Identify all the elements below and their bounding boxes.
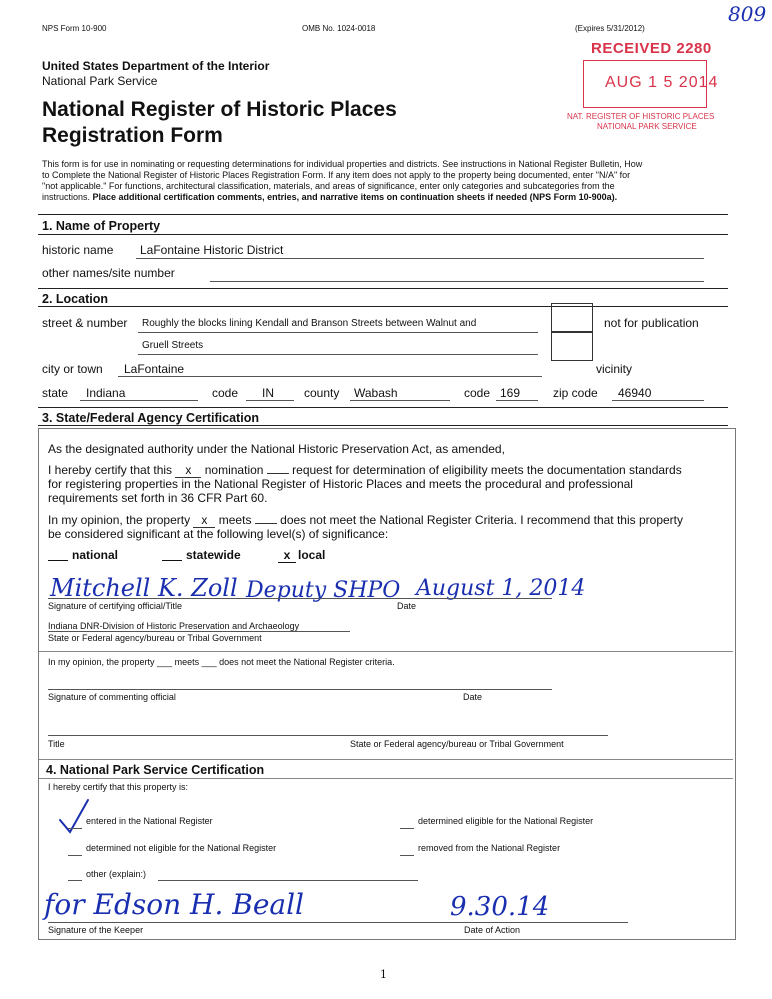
street-value-line2[interactable]: Gruell Streets bbox=[142, 340, 204, 351]
certifying-title-handwriting: Deputy SHPO bbox=[246, 578, 401, 603]
removed-mark[interactable] bbox=[400, 855, 414, 856]
keeper-signature: for Edson H. Beall bbox=[44, 888, 304, 921]
intro-line3: "not applicable." For functions, architectural classification, materials, and areas of significance, enter only categories and subcategories from the bbox=[42, 181, 615, 191]
zip-label: zip code bbox=[553, 386, 598, 400]
field-underline bbox=[138, 332, 538, 333]
signature-line bbox=[48, 598, 552, 599]
field-underline bbox=[48, 631, 350, 632]
opinion-line1 bbox=[48, 513, 683, 528]
street-label: street & number bbox=[42, 316, 128, 330]
intro-line4-bold: Place additional certification comments, entries, and narrative items on continuation sheets if needed (NPS Form 10-900a). bbox=[92, 192, 618, 202]
not-for-publication-label: not for publication bbox=[604, 316, 699, 330]
intro-line4-normal: instructions. bbox=[42, 192, 93, 202]
request-mark[interactable] bbox=[267, 473, 289, 474]
signature-line bbox=[48, 689, 552, 690]
county-value[interactable]: Wabash bbox=[354, 386, 398, 400]
page-title: National Register of Historic Places bbox=[42, 98, 397, 121]
state-code-value[interactable]: IN bbox=[262, 386, 274, 400]
state-value[interactable]: Indiana bbox=[86, 386, 126, 400]
street-value-line1[interactable]: Roughly the blocks lining Kendall and Branson Streets between Walnut and bbox=[142, 318, 477, 329]
certify-line1 bbox=[48, 463, 682, 478]
other-names-label: other names/site number bbox=[42, 266, 175, 280]
field-underline bbox=[612, 400, 704, 401]
county-label: county bbox=[304, 386, 340, 400]
page-subtitle: Registration Form bbox=[42, 124, 223, 147]
comment-agency-label: State or Federal agency/bureau or Tribal Government bbox=[350, 739, 564, 749]
action-date-handwriting: 9.30.14 bbox=[450, 892, 550, 922]
comment-date-label: Date bbox=[463, 692, 483, 702]
opinion-text-b: meets bbox=[218, 513, 252, 527]
signature-date-label: Date bbox=[397, 601, 417, 611]
stamp-line1: NAT. REGISTER OF HISTORIC PLACES bbox=[567, 112, 715, 121]
handwritten-number: 809 bbox=[728, 2, 767, 26]
divider bbox=[38, 214, 728, 215]
divider bbox=[38, 425, 728, 426]
vicinity-label: vicinity bbox=[596, 362, 633, 376]
divider bbox=[38, 288, 728, 289]
divider bbox=[39, 759, 733, 760]
field-underline bbox=[136, 258, 704, 259]
divider bbox=[38, 306, 728, 307]
field-underline bbox=[138, 354, 538, 355]
local-mark[interactable]: x bbox=[278, 548, 296, 563]
entered-mark[interactable] bbox=[68, 828, 82, 829]
entered-label: entered in the National Register bbox=[86, 816, 213, 826]
keeper-signature-label: Signature of the Keeper bbox=[48, 925, 144, 935]
intro-line1: This form is for use in nominating or requesting determinations for individual properties and districts. See instructions in National Register Bulletin, How bbox=[42, 159, 643, 169]
section3-title: 3. State/Federal Agency Certification bbox=[42, 411, 259, 425]
level-local: local bbox=[298, 548, 326, 562]
opinion-text-c: does not meet the National Register Criteria. I recommend that this property bbox=[280, 513, 683, 527]
department: United States Department of the Interior bbox=[42, 59, 270, 73]
not-for-publication-checkbox[interactable] bbox=[551, 303, 593, 333]
expiration-date: (Expires 5/31/2012) bbox=[575, 24, 645, 33]
determined-eligible-label: determined eligible for the National Register bbox=[418, 816, 594, 826]
nomination-mark[interactable]: x bbox=[175, 463, 201, 478]
divider bbox=[38, 234, 728, 235]
keeper-intro: I hereby certify that this property is: bbox=[48, 782, 189, 792]
does-not-meet-mark[interactable] bbox=[255, 523, 277, 524]
stamp-received: RECEIVED 2280 bbox=[591, 40, 712, 57]
certify-line3: requirements set forth in 36 CFR Part 60. bbox=[48, 491, 268, 505]
comment-signature-label: Signature of commenting official bbox=[48, 692, 176, 702]
not-eligible-label: determined not eligible for the National Register bbox=[86, 843, 277, 853]
service: National Park Service bbox=[42, 74, 158, 88]
intro-line2: to Complete the National Register of Historic Places Registration Form. If any item does not apply to the property being documented, enter "N/A" for bbox=[42, 170, 631, 180]
determined-eligible-mark[interactable] bbox=[400, 828, 414, 829]
not-eligible-mark[interactable] bbox=[68, 855, 82, 856]
city-value[interactable]: LaFontaine bbox=[124, 362, 185, 376]
stamp-date: AUG 1 5 2014 bbox=[605, 74, 719, 91]
other-mark[interactable] bbox=[68, 880, 82, 881]
action-date-label: Date of Action bbox=[464, 925, 521, 935]
authority-statement: As the designated authority under the National Historic Preservation Act, as amended, bbox=[48, 442, 505, 456]
certifying-signature: Mitchell K. Zoll bbox=[50, 574, 238, 602]
section2-title: 2. Location bbox=[42, 292, 108, 306]
meets-mark[interactable]: x bbox=[193, 513, 215, 528]
level-national: national bbox=[72, 548, 119, 562]
certify-line2: for registering properties in the National Register of Historic Places and meets the procedural and professional bbox=[48, 477, 633, 491]
statewide-mark[interactable] bbox=[162, 560, 182, 561]
removed-label: removed from the National Register bbox=[418, 843, 561, 853]
stamp-line2: NATIONAL PARK SERVICE bbox=[597, 122, 697, 131]
field-underline bbox=[496, 400, 538, 401]
certify-text-b: nomination bbox=[204, 463, 264, 477]
other-explain-line bbox=[158, 880, 418, 881]
form-number: NPS Form 10-900 bbox=[42, 24, 107, 33]
section4-title: 4. National Park Service Certification bbox=[46, 763, 265, 777]
signature-label: Signature of certifying official/Title bbox=[48, 601, 183, 611]
comment-opinion: In my opinion, the property ___ meets ___ does not meet the National Register criteria. bbox=[48, 657, 395, 667]
historic-name-value[interactable]: LaFontaine Historic District bbox=[140, 243, 284, 257]
level-statewide: statewide bbox=[186, 548, 241, 562]
opinion-text-a: In my opinion, the property bbox=[48, 513, 191, 527]
state-label: state bbox=[42, 386, 69, 400]
historic-name-label: historic name bbox=[42, 243, 114, 257]
field-underline bbox=[80, 400, 198, 401]
agency-value[interactable]: Indiana DNR-Division of Historic Preservation and Archaeology bbox=[48, 621, 300, 631]
field-underline bbox=[118, 376, 542, 377]
agency-label: State or Federal agency/bureau or Tribal Government bbox=[48, 633, 262, 643]
national-mark[interactable] bbox=[48, 560, 68, 561]
field-underline bbox=[210, 281, 704, 282]
omb-number: OMB No. 1024-0018 bbox=[302, 24, 376, 33]
vicinity-checkbox[interactable] bbox=[551, 331, 593, 361]
intro-line4 bbox=[42, 192, 617, 202]
certify-text-c: request for determination of eligibility meets the documentation standards bbox=[292, 463, 682, 477]
section1-title: 1. Name of Property bbox=[42, 219, 161, 233]
signature-line bbox=[48, 735, 608, 736]
field-underline bbox=[350, 400, 450, 401]
other-label: other (explain:) bbox=[86, 869, 147, 879]
county-code-label: code bbox=[464, 386, 491, 400]
divider bbox=[39, 651, 733, 652]
county-code-value[interactable]: 169 bbox=[500, 386, 521, 400]
state-code-label: code bbox=[212, 386, 239, 400]
signature-line bbox=[48, 922, 628, 923]
city-label: city or town bbox=[42, 362, 103, 376]
certifying-date-handwriting: August 1, 2014 bbox=[416, 576, 586, 601]
divider bbox=[39, 778, 733, 779]
divider bbox=[38, 407, 728, 408]
comment-title-label: Title bbox=[48, 739, 65, 749]
certify-text-a: I hereby certify that this bbox=[48, 463, 173, 477]
zip-value[interactable]: 46940 bbox=[618, 386, 652, 400]
page-number: 1 bbox=[380, 968, 387, 981]
opinion-line2: be considered significant at the following level(s) of significance: bbox=[48, 527, 389, 541]
field-underline bbox=[246, 400, 294, 401]
received-stamp bbox=[567, 34, 725, 130]
